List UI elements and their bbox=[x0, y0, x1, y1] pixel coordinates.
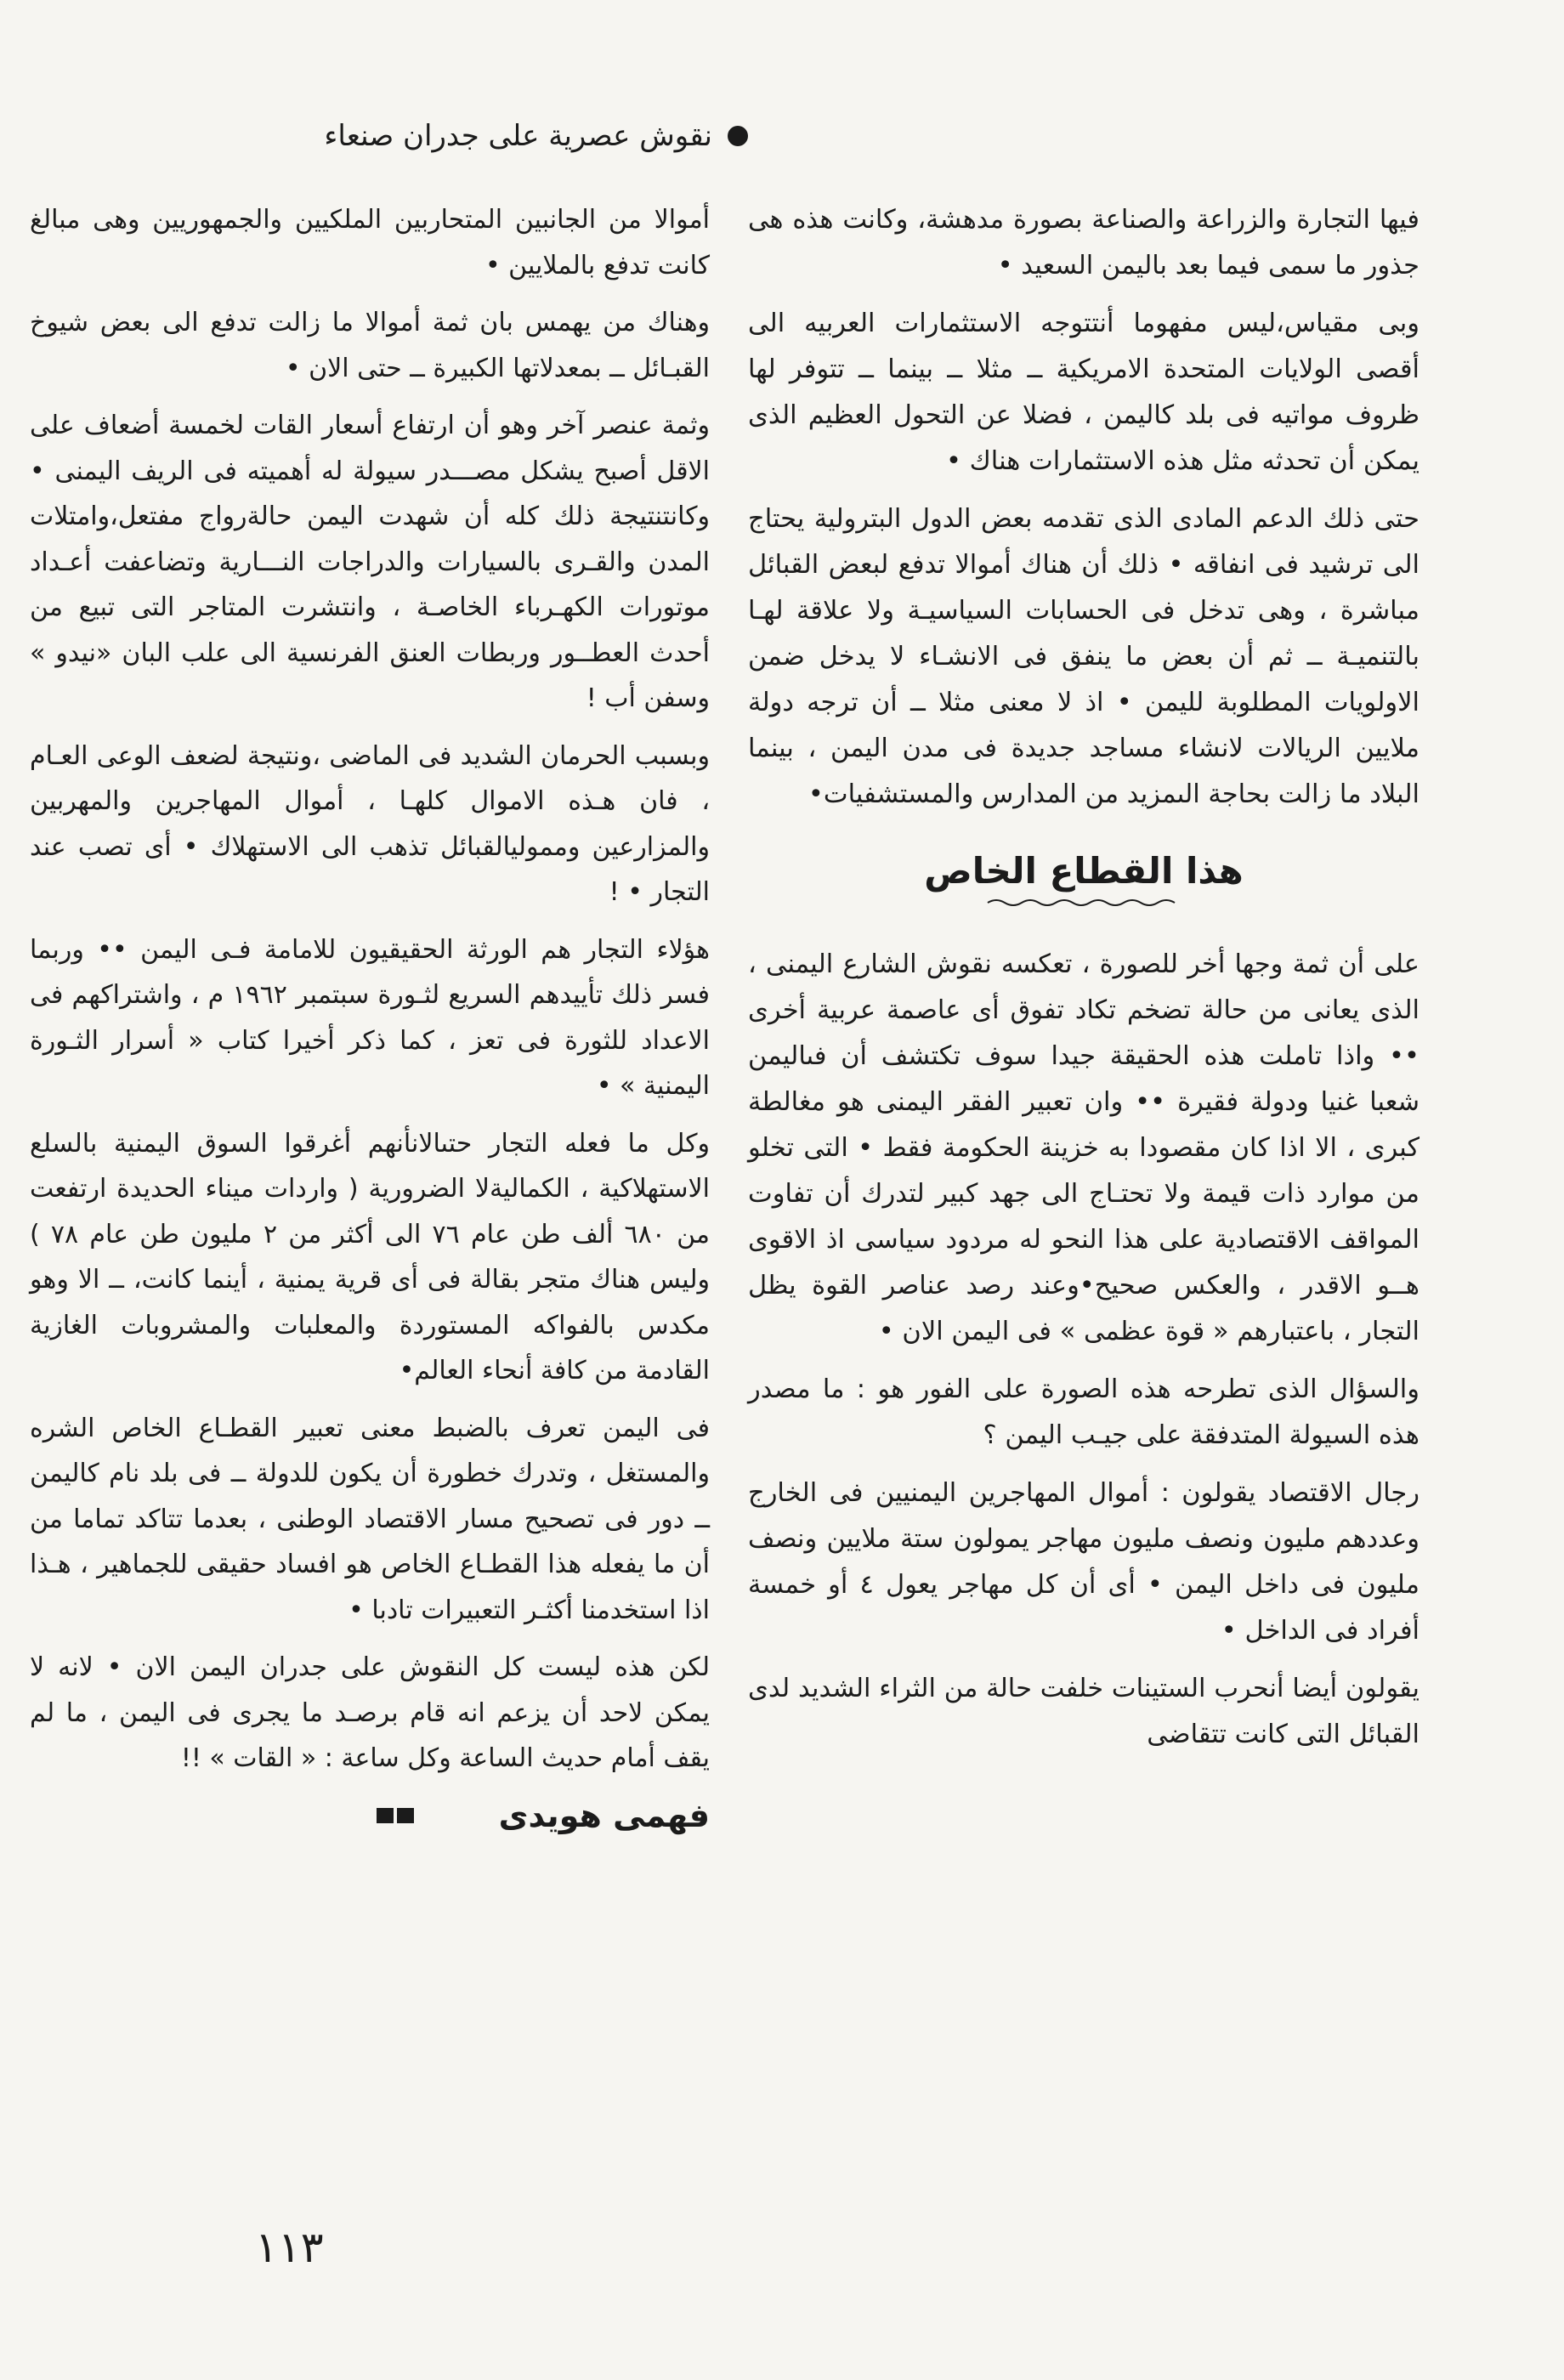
paragraph: أموالا من الجانبين المتحاربين الملكيين والجمهوريين وهى مبالغ كانت تدفع بالملايين • bbox=[30, 205, 710, 280]
paragraph: رجال الاقتصاد يقولون : أموال المهاجرين اليمنيين فى الخارج وعددهم مليون ونصف مليون مهاجر يمولون ستة ملايين ونصف مليون فى داخل اليمن • أى أن كل مهاجر يعول ٤ أو خمسة أفراد فى الداخل • bbox=[748, 1478, 1420, 1646]
right-column bbox=[748, 197, 1420, 1770]
paragraph: فيها التجارة والزراعة والصناعة بصورة مدهشة، وكانت هذه هى جذور ما سمى فيما بعد باليمن السعيد • bbox=[748, 205, 1420, 280]
paragraph: وهناك من يهمس بان ثمة أموالا ما زالت تدفع الى بعض شيوخ القبـائل ــ بمعدلاتها الكبيرة ــ حتى الان • bbox=[30, 308, 710, 383]
paragraph: على أن ثمة وجها أخر للصورة ، تعكسه نقوش الشارع اليمنى ، الذى يعانى من حالة تضخم تكاد تفوق أى عاصمة عربية أخرى •• واذا تاملت هذه الحقيقة جيدا سوف تكتشف أن فىاليمن شعبا غنيا ودولة فقيرة •• وان تعبير الفقر اليمنى هو مغالطة كبرى ، الا اذا كان مقصودا به خزينة الحكومة فقط • التى تخلو من موارد ذات قيمة ولا تحتـاج الى جهد كبير لتدرك أن تفاوت المواقف الاقتصادية على هذا النحو له مردود سياسى اذ الاقوى هــو الاقدر ، والعكس صحيح•وعند رصد عناصر القوة يظل التجار ، باعتبارهم « قوة عظمى » فى اليمن الان • bbox=[748, 949, 1420, 1346]
paragraph: حتى ذلك الدعم المادى الذى تقدمه بعض الدول البترولية يحتاج الى ترشيد فى انفاقه • ذلك أن هناك أموالا تدفع لبعض القبائل مباشرة ، وهى تدخل فى الحسابات السياسيـة ولا علاقة لهـا بالتنميـة ــ ثم أن بعض ما ينفق فى الانشـاء لا يدخل ضمن الاولويات المطلوبة لليمن • اذ لا معنى مثلا ــ أن ترجه دولة ملايين الريالات لانشاء مساجد جديدة فى مدن اليمن ، بينما البلاد ما زالت بحاجة الىمزيد من المدارس والمستشفيات• bbox=[748, 504, 1420, 809]
header-bullet-icon bbox=[728, 126, 748, 146]
paragraph: وكل ما فعله التجار حتىالانأنهم أغرقوا السوق اليمنية بالسلع الاستهلاكية ، الكماليةلا الضرورية ( واردات ميناء الحديدة ارتفعت من ٦٨٠ ألف طن عام ٧٦ الى أكثر من ٢ مليون طن عام ٧٨ ) وليس هناك متجر بقالة فى أى قرية يمنية ، أينما كانت، ــ الا وهو مكدس بالفواكه المستوردة والمعلبات والمشروبات الغازية القادمة من كافة أنحاء العالم• bbox=[30, 1128, 710, 1386]
signature-row bbox=[30, 1794, 710, 1839]
page-number: ١١٣ bbox=[255, 2223, 324, 2272]
paragraph: وبسبب الحرمان الشديد فى الماضى ،ونتيجة لضعف الوعى العـام ، فان هـذه الاموال كلهـا ، أموال المهاجرين والمهربين والمزارعين ومموليالقبائل تذهب الى الاستهلاك • أى تصب عند التجار • ! bbox=[30, 740, 710, 907]
section-heading bbox=[748, 848, 1420, 908]
paragraph: والسؤال الذى تطرحه هذه الصورة على الفور هو : ما مصدر هذه السيولة المتدفقة على جيـب اليمن ؟ bbox=[748, 1374, 1420, 1450]
paragraph: لكن هذه ليست كل النقوش على جدران اليمن الان • لانه لا يمكن لاحد أن يزعم انه قام برصـد ما يجرى فى اليمن ، ما لم يقف أمام حديث الساعة وكل ساعة : « القات » !! bbox=[30, 1652, 710, 1773]
paragraph: يقولون أيضا أنحرب الستينات خلفت حالة من الثراء الشديد لدى القبائل التى كانت تتقاضى bbox=[748, 1674, 1420, 1749]
paragraph: وثمة عنصر آخر وهو أن ارتفاع أسعار القات لخمسة أضعاف على الاقل أصبح يشكل مصـــدر سيولة له أهميته فى الريف اليمنى • وكانتنتيجة ذلك كله أن شهدت اليمن حالةرواج مفتعل،وامتلات المدن والقـرى بالسيارات والدراجات النـــارية وتضاعفت أعـداد موتورات الكهـرباء الخاصـة ، وانتشرت المتاجر التى تبيع من أحدث العطــور وربطات العنق الفرنسية الى علب البان «نيدو » وسفن أب ! bbox=[30, 411, 710, 713]
author-signature: فهمى هويدى bbox=[498, 1796, 710, 1834]
running-header-title: نقوش عصرية على جدران صنعاء bbox=[324, 119, 712, 153]
paragraph: وبى مقياس،ليس مفهوما أنتتوجه الاستثمارات العربيه الى أقصى الولايات المتحدة الامريكية ــ مثلا ــ بينما ــ تتوفر لها ظروف مواتيه فى بلد كاليمن ، فضلا عن التحول العظيم الذى يمكن أن تحدثه مثل هذه الاستثمارات هناك • bbox=[748, 309, 1420, 476]
section-heading-text: هذا القطاع الخاص bbox=[924, 850, 1244, 892]
heading-underline-ornament bbox=[986, 898, 1182, 908]
left-column bbox=[30, 197, 710, 1839]
end-of-article-mark-icon bbox=[377, 1808, 414, 1823]
paragraph: هؤلاء التجار هم الورثة الحقيقيون للامامة فـى اليمن •• وربما فسر ذلك تأييدهم السريع لثـورة سبتمبر ١٩٦٢ م ، واشتراكهم فى الاعداد للثورة فى تعز ، كما ذكر أخيرا كتاب « أسرار الثـورة اليمنية » • bbox=[30, 934, 710, 1101]
running-header bbox=[324, 119, 748, 153]
paragraph: فى اليمن تعرف بالضبط معنى تعبير القطـاع الخاص الشره والمستغل ، وتدرك خطورة أن يكون للدولة ــ فى بلد نام كاليمن ــ دور فى تصحيح مسار الاقتصاد الوطنى ، بعدما تتاكد تماما من أن ما يفعله هذا القطـاع الخاص هو افساد حقيقى للجماهير ، هـذا اذا استخدمنا أكثـر التعبيرات تادبا • bbox=[30, 1413, 710, 1625]
